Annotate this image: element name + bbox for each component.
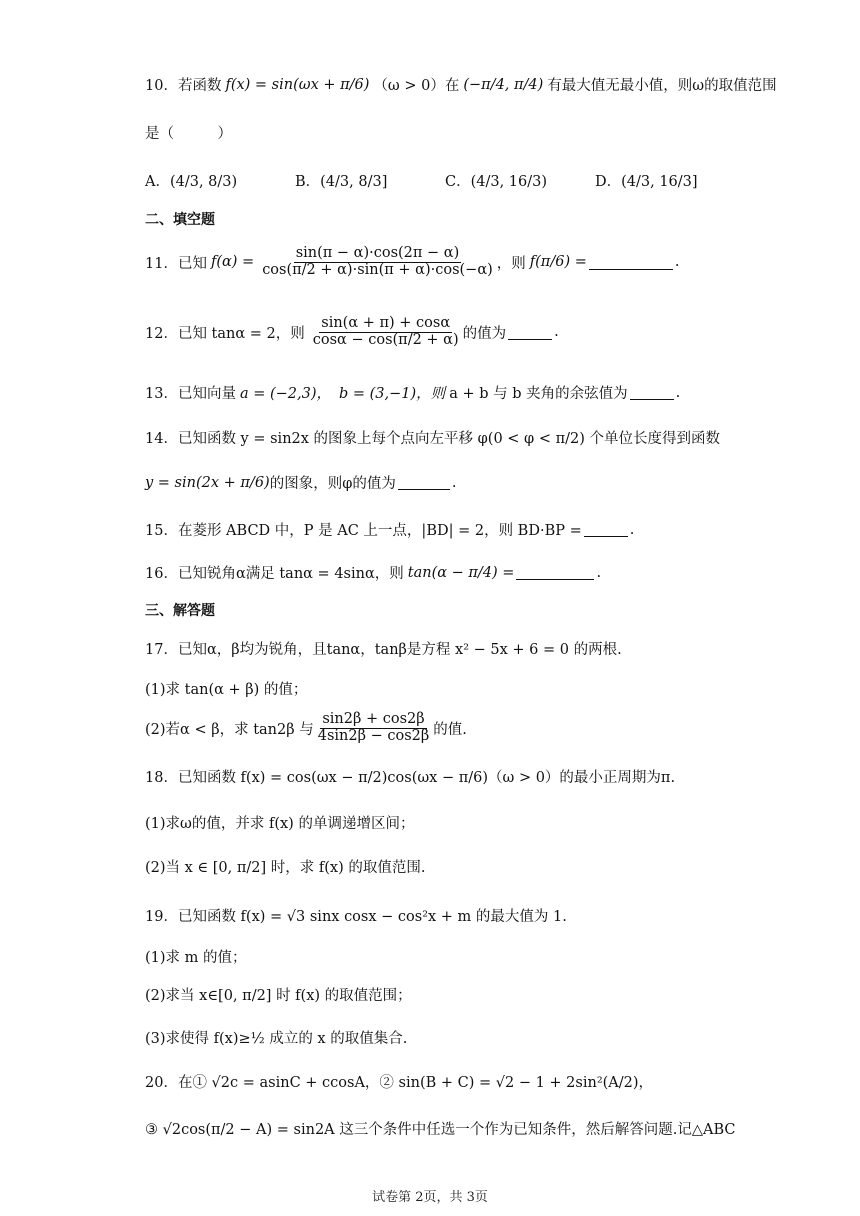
q13-sum: a + b 与 b 夹角的余弦值为	[449, 386, 628, 402]
q17-den: 4sin2β − cos2β	[317, 727, 430, 744]
q16-answer-blank[interactable]	[516, 565, 594, 580]
q14-end: .	[451, 474, 457, 491]
q11-post: ，则	[496, 255, 526, 272]
q10-option-a: A．(4/3, 8/3)	[145, 174, 238, 190]
q18-part2: (2)当 x ∈ [0, π/2] 时，求 f(x) 的取值范围.	[145, 860, 426, 876]
q10-option-c: C．(4/3, 16/3)	[445, 174, 548, 190]
q12-end: .	[554, 324, 559, 341]
q12-fraction	[311, 316, 461, 349]
page-footer: 试卷第 2页，共 3页	[372, 1190, 488, 1205]
q16-text: 16．已知锐角α满足 tanα = 4sinα，则	[145, 566, 404, 582]
q14-line1: 14．已知函数 y = sin2x 的图象上每个点向左平移 φ(0 < φ < π/2) 个单位长度得到函数	[145, 431, 720, 447]
q11-end: .	[674, 254, 680, 271]
q20-line2: ③ √2cos(π/2 − A) = sin2A 这三个条件中任选一个作为已知条件，然后解答问题.记△ABC	[145, 1122, 736, 1138]
q15	[145, 519, 634, 540]
section-fill-blank: 二、填空题	[145, 212, 215, 228]
q14-line2	[145, 472, 456, 493]
q17-part2-pre: (2)若α < β，求 tan2β 与	[145, 721, 314, 738]
q17-part1: (1)求 tan(α + β) 的值；	[145, 682, 308, 698]
q11-ask: f(π/6) =	[529, 254, 587, 271]
q13-pre: 13．已知向量	[145, 386, 236, 402]
q20-line1: 20．在① √2c = asinC + ccosA，② sin(B + C) = √2 − 1 + 2sin²(A/2)，	[145, 1075, 654, 1091]
q12-answer-blank[interactable]	[508, 325, 552, 340]
q16-end: .	[596, 564, 602, 581]
q17-line1: 17．已知α，β均为锐角，且tanα，tanβ是方程 x² − 5x + 6 = 0 的两根.	[145, 642, 622, 658]
q12-den: cosα − cos(π/2 + α)	[312, 331, 459, 348]
q18-part1: (1)求ω的值，并求 f(x) 的单调递增区间；	[145, 816, 415, 832]
q11-num: sin(π − α)·cos(2π − α)	[295, 245, 460, 261]
q10-interval: (−π/4, π/4)	[463, 76, 544, 93]
q10-line2: 是（ ）	[145, 126, 232, 142]
q14-func: y = sin(2x + π/6)	[145, 474, 270, 491]
q10-option-b: B．(4/3, 8/3]	[295, 174, 388, 190]
q18-line1: 18．已知函数 f(x) = cos(ωx − π/2)cos(ωx − π/6)（ω > 0）的最小正周期为π.	[145, 770, 676, 786]
q12-pre: 12．已知 tanα = 2，则	[145, 325, 305, 342]
q17-part2	[145, 712, 467, 745]
q10-line1	[145, 74, 777, 95]
q12	[145, 316, 559, 349]
q13-end: .	[675, 384, 681, 401]
q13-vector-a: a = (−2,3)，	[239, 386, 331, 402]
q12-num: sin(α + π) + cosα	[321, 315, 451, 331]
q15-text: 15．在菱形 ABCD 中，P 是 AC 上一点，|BD| = 2，则 BD·BP =	[145, 523, 582, 539]
q19-part1: (1)求 m 的值；	[145, 950, 247, 966]
q10-tail: 有最大值无最小值，则ω的取值范围	[547, 78, 777, 94]
q10-option-d: D．(4/3, 16/3]	[595, 174, 698, 190]
q10-intro: 10．若函数	[145, 78, 222, 94]
q16-ask: tan(α − π/4) =	[407, 564, 515, 581]
q15-end: .	[629, 521, 635, 538]
q19-line1: 19．已知函数 f(x) = √3 sinx cosx − cos²x + m 的最大值为 1.	[145, 909, 567, 925]
q10-func: f(x) = sin(ωx + π/6)	[225, 76, 370, 93]
q17-num: sin2β + cos2β	[322, 711, 425, 727]
q14-text: 的图象，则φ的值为	[269, 476, 396, 492]
q17-part2-post: 的值.	[433, 721, 467, 738]
q12-post: 的值为	[462, 325, 507, 342]
section-solutions: 三、解答题	[145, 603, 215, 619]
q19-part2: (2)求当 x∈[0, π/2] 时 f(x) 的取值范围；	[145, 988, 412, 1004]
q16	[145, 562, 601, 583]
q10-cond: （ω > 0）在	[373, 78, 460, 94]
q14-answer-blank[interactable]	[398, 475, 450, 490]
q13-answer-blank[interactable]	[630, 385, 674, 400]
q11-pre: 11．已知	[145, 255, 207, 272]
q17-fraction	[316, 712, 432, 745]
q11-fraction	[260, 246, 495, 279]
q11	[145, 246, 679, 279]
q15-answer-blank[interactable]	[584, 522, 628, 537]
q13	[145, 382, 680, 403]
q13-vector-b: b = (3,−1)，则	[339, 386, 446, 402]
q19-part3: (3)求使得 f(x)≥½ 成立的 x 的取值集合.	[145, 1031, 408, 1047]
q11-answer-blank[interactable]	[589, 255, 673, 270]
q11-den: cos(π/2 + α)·sin(π + α)·cos(−α)	[262, 261, 493, 278]
q11-f-alpha: f(α) =	[210, 254, 255, 271]
